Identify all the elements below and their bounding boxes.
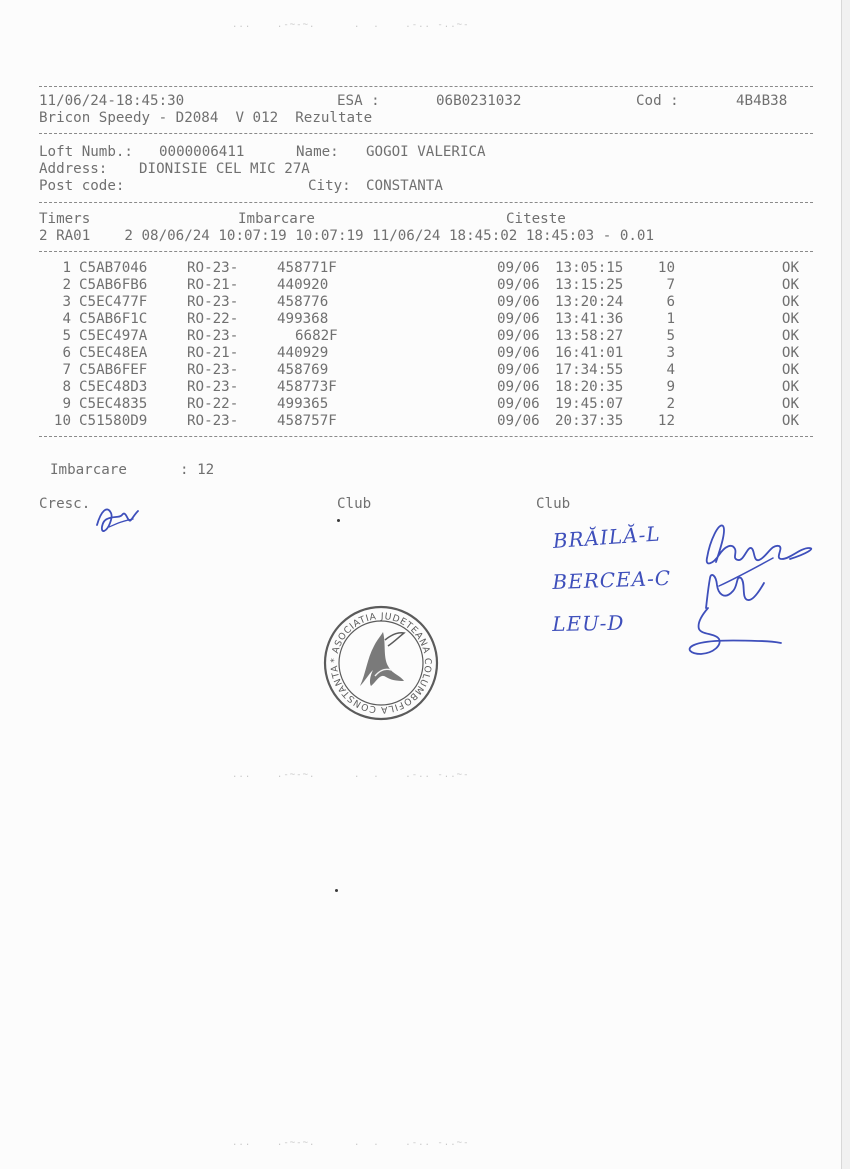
country-code: RO-21- (187, 277, 239, 293)
loft-post-code-label: Post code: (39, 178, 125, 194)
ring-number: 440920 (277, 277, 329, 293)
ring-number: 6682F (295, 328, 338, 344)
handwritten-name-3: LEU-D (552, 610, 625, 636)
table-row (39, 311, 799, 328)
country-code: RO-22- (187, 396, 239, 412)
handwritten-name-1: BRĂILĂ-L (552, 521, 662, 553)
table-row (39, 396, 799, 413)
ring-code: C5AB6FEF (79, 362, 148, 378)
header-esa-value: 06B0231032 (436, 93, 522, 109)
arrival-date: 09/06 (497, 328, 540, 344)
signature-leu-icon (675, 605, 785, 661)
position-number: 2 (666, 396, 675, 412)
header-program: Bricon Speedy - D2084 V 012 Rezultate (39, 110, 373, 126)
stamp-text: * ASOCIATIA JUDETEANA COLUMBOFILA CONSTANTA (328, 610, 434, 716)
row-index: 7 (62, 362, 71, 378)
ring-number: 458757F (277, 413, 337, 429)
club-label-2: Club (536, 496, 571, 512)
country-code: RO-23- (187, 294, 239, 310)
header-cod-value: 4B4B38 (736, 93, 788, 109)
position-number: 4 (666, 362, 675, 378)
status-ok: OK (781, 260, 799, 276)
loft-address-value: DIONISIE CEL MIC 27A (139, 161, 310, 177)
country-code: RO-23- (187, 379, 239, 395)
ring-code: C5EC48EA (79, 345, 148, 361)
separator-top (39, 86, 813, 87)
scan-noise-bottom: ... .-~-~. . . .-.. -..~- (232, 1138, 470, 1148)
arrival-time: 13:15:25 (555, 277, 624, 293)
arrival-time: 16:41:01 (555, 345, 624, 361)
position-number: 12 (657, 413, 675, 429)
arrival-date: 09/06 (497, 396, 540, 412)
row-index: 3 (62, 294, 71, 310)
table-row (39, 277, 799, 294)
club-label-1: Club (337, 496, 372, 512)
row-index: 6 (62, 345, 71, 361)
row-index: 9 (62, 396, 71, 412)
arrival-date: 09/06 (497, 345, 540, 361)
table-row (39, 345, 799, 362)
loft-name-label: Name: (296, 144, 339, 160)
scan-noise-middle: ... .-~-~. . . .-.. -..~- (232, 770, 470, 780)
footer-imbarcare-label: Imbarcare (50, 462, 127, 478)
row-index: 8 (62, 379, 71, 395)
country-code: RO-23- (187, 260, 239, 276)
ring-code: C5EC48D3 (79, 379, 148, 395)
ring-number: 499368 (277, 311, 329, 327)
ring-number: 458776 (277, 294, 329, 310)
timers-citeste-label: Citeste (506, 211, 566, 227)
header-timestamp: 11/06/24-18:45:30 (39, 93, 185, 109)
table-row (39, 362, 799, 379)
ring-number: 458769 (277, 362, 329, 378)
separator-timers (39, 251, 813, 252)
loft-name-value: GOGOI VALERICA (366, 144, 486, 160)
cresc-label: Cresc. (39, 496, 91, 512)
loft-city-label: City: (308, 178, 351, 194)
row-index: 4 (62, 311, 71, 327)
row-index: 1 (62, 260, 71, 276)
status-ok: OK (781, 277, 799, 293)
timers-label: Timers (39, 211, 91, 227)
ring-code: C5AB7046 (79, 260, 148, 276)
header-cod-label: Cod : (636, 93, 679, 109)
header-esa-label: ESA : (337, 93, 380, 109)
table-row (39, 328, 799, 345)
status-ok: OK (781, 379, 799, 395)
position-number: 1 (666, 311, 675, 327)
arrival-time: 17:34:55 (555, 362, 624, 378)
separator-header (39, 133, 813, 134)
ring-number: 458771F (277, 260, 337, 276)
country-code: RO-23- (187, 328, 239, 344)
footer-imbarcare-value: : 12 (180, 462, 215, 478)
results-table (39, 260, 799, 430)
status-ok: OK (781, 328, 799, 344)
cresc-signature-icon (89, 501, 139, 539)
arrival-time: 18:20:35 (555, 379, 624, 395)
table-row (39, 379, 799, 396)
row-index: 5 (62, 328, 71, 344)
club-dot (337, 519, 340, 522)
position-number: 6 (666, 294, 675, 310)
status-ok: OK (781, 413, 799, 429)
loft-address-label: Address: (39, 161, 108, 177)
timers-line: 2 RA01 2 08/06/24 10:07:19 10:07:19 11/06/24 18:45:02 18:45:03 - 0.01 (39, 228, 654, 244)
loft-city-value: CONSTANTA (366, 178, 443, 194)
ring-code: C5EC497A (79, 328, 148, 344)
loft-number-value: 0000006411 (159, 144, 245, 160)
status-ok: OK (781, 345, 799, 361)
status-ok: OK (781, 311, 799, 327)
arrival-time: 19:45:07 (555, 396, 624, 412)
loft-number-label: Loft Numb.: (39, 144, 133, 160)
ring-number: 440929 (277, 345, 329, 361)
arrival-time: 13:41:36 (555, 311, 624, 327)
arrival-date: 09/06 (497, 311, 540, 327)
position-number: 5 (666, 328, 675, 344)
table-row (39, 260, 799, 277)
table-row (39, 294, 799, 311)
status-ok: OK (781, 396, 799, 412)
arrival-time: 13:58:27 (555, 328, 624, 344)
arrival-date: 09/06 (497, 277, 540, 293)
country-code: RO-23- (187, 413, 239, 429)
association-stamp-icon (322, 604, 440, 722)
separator-loft (39, 202, 813, 203)
table-row (39, 413, 799, 430)
handwritten-name-2: BERCEA-C (552, 565, 672, 594)
row-index: 10 (53, 413, 71, 429)
arrival-date: 09/06 (497, 379, 540, 395)
arrival-date: 09/06 (497, 294, 540, 310)
arrival-time: 13:20:24 (555, 294, 624, 310)
position-number: 7 (666, 277, 675, 293)
scan-noise-top: ... .-~-~. . . .-.. -..~- (232, 20, 470, 30)
arrival-date: 09/06 (497, 413, 540, 429)
arrival-time: 20:37:35 (555, 413, 624, 429)
ring-code: C5AB6F1C (79, 311, 148, 327)
status-ok: OK (781, 294, 799, 310)
row-index: 2 (62, 277, 71, 293)
timers-imbarcare-label: Imbarcare (238, 211, 315, 227)
ring-code: C5AB6FB6 (79, 277, 148, 293)
status-ok: OK (781, 362, 799, 378)
country-code: RO-23- (187, 362, 239, 378)
ring-code: C51580D9 (79, 413, 148, 429)
ring-number: 458773F (277, 379, 337, 395)
position-number: 10 (657, 260, 675, 276)
position-number: 9 (666, 379, 675, 395)
ring-number: 499365 (277, 396, 329, 412)
ring-code: C5EC477F (79, 294, 148, 310)
arrival-date: 09/06 (497, 362, 540, 378)
country-code: RO-22- (187, 311, 239, 327)
ring-code: C5EC4835 (79, 396, 148, 412)
country-code: RO-21- (187, 345, 239, 361)
position-number: 3 (666, 345, 675, 361)
arrival-time: 13:05:15 (555, 260, 624, 276)
arrival-date: 09/06 (497, 260, 540, 276)
separator-results (39, 436, 813, 437)
page-dot-1 (335, 889, 338, 892)
